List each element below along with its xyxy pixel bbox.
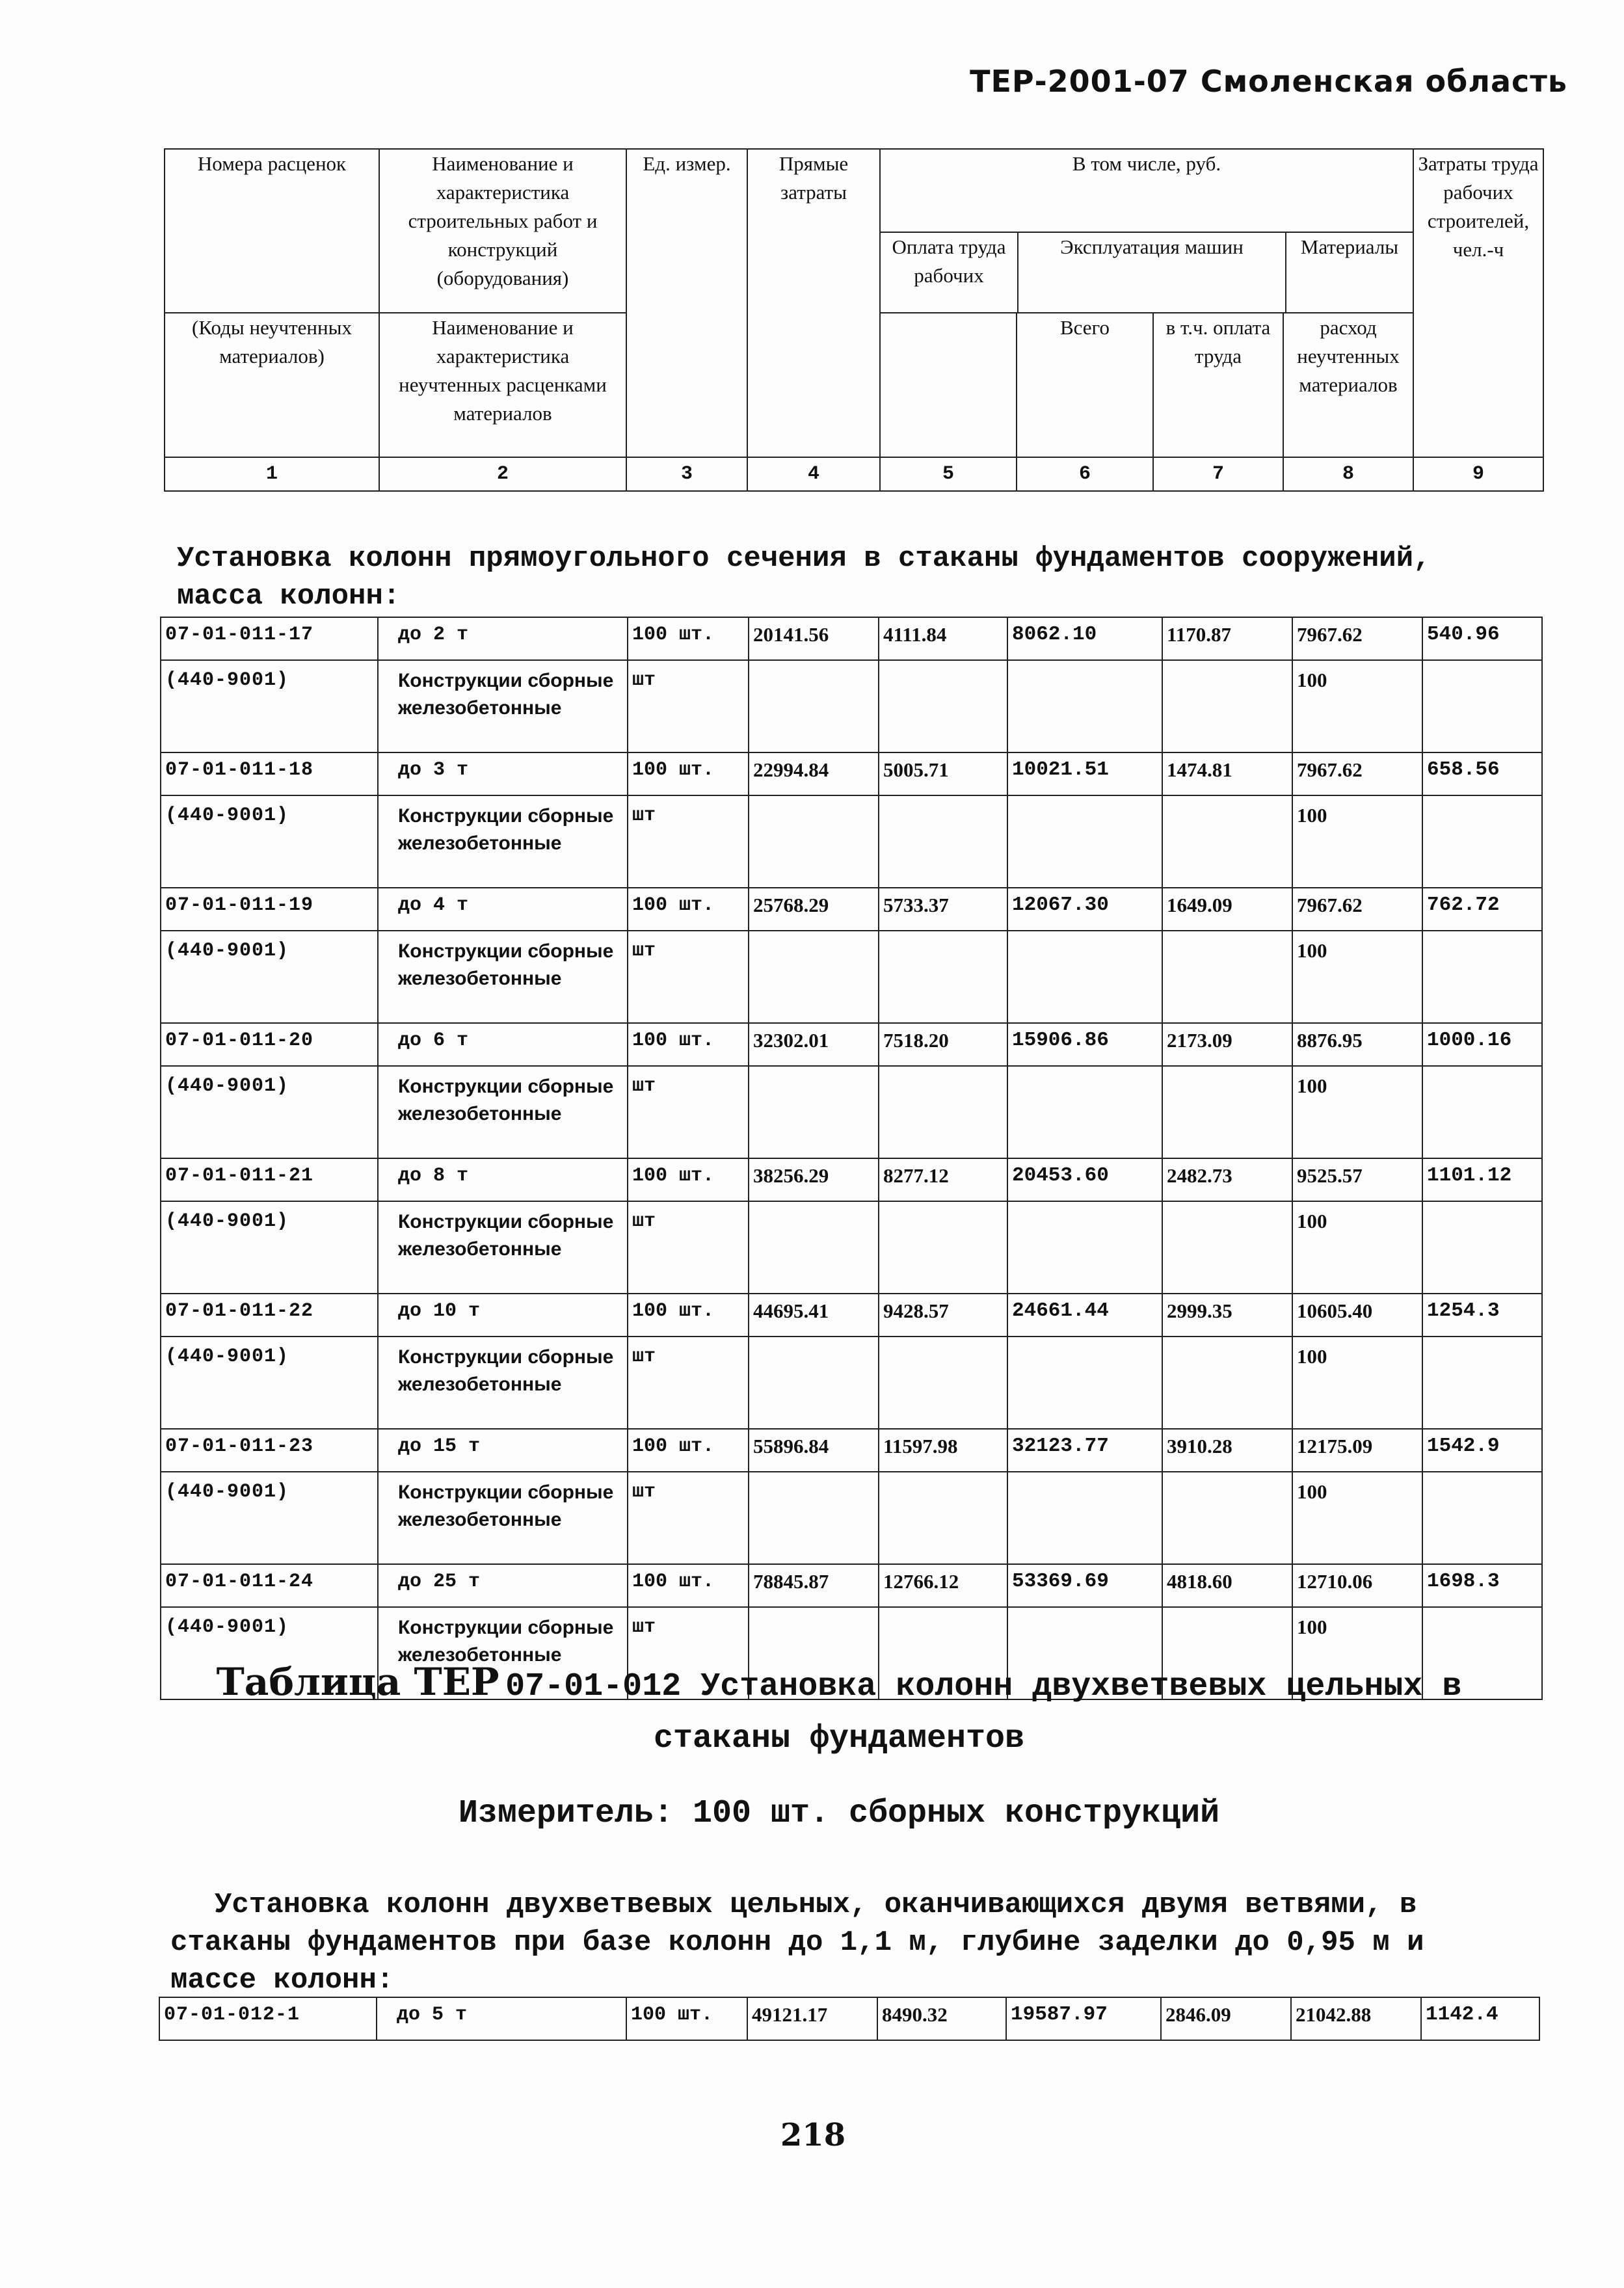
rate-machines: 10021.51 bbox=[1007, 752, 1162, 795]
rate-direct: 55896.84 bbox=[749, 1429, 879, 1472]
page-number: 218 bbox=[780, 2117, 846, 2153]
rate-pay: 5005.71 bbox=[879, 752, 1007, 795]
header-num-5: 5 bbox=[880, 457, 1017, 491]
table-row bbox=[161, 1429, 1542, 1472]
material-unit: шт bbox=[628, 1472, 749, 1564]
material-machine-pay bbox=[1162, 1201, 1292, 1294]
rate-labor: 1542.9 bbox=[1422, 1429, 1542, 1472]
material-row bbox=[161, 795, 1542, 888]
rate-name: до 8 т bbox=[378, 1158, 628, 1201]
material-labor bbox=[1422, 931, 1542, 1023]
rate-pay: 4111.84 bbox=[879, 617, 1007, 660]
material-pay bbox=[879, 931, 1007, 1023]
rate-unit: 100 шт. bbox=[628, 888, 749, 931]
rate-materials: 21042.88 bbox=[1291, 1997, 1421, 2040]
material-direct bbox=[749, 1337, 879, 1429]
material-code: (440-9001) bbox=[161, 1066, 378, 1158]
running-header: ТЕР-2001-07 Смоленская область bbox=[970, 64, 1567, 99]
section-title: Установка колонн прямоугольного сечения в стаканы фундаментов сооружений, масса колонн: bbox=[177, 542, 1431, 613]
material-machines bbox=[1007, 1066, 1162, 1158]
header-num-8: 8 bbox=[1283, 457, 1413, 491]
rate-pay: 8277.12 bbox=[879, 1158, 1007, 1201]
material-unit: шт bbox=[628, 795, 749, 888]
material-row bbox=[161, 931, 1542, 1023]
rate-direct: 32302.01 bbox=[749, 1023, 879, 1066]
material-code: (440-9001) bbox=[161, 1337, 378, 1429]
table-row bbox=[161, 617, 1542, 660]
material-labor bbox=[1422, 795, 1542, 888]
rate-machine-pay: 1170.87 bbox=[1162, 617, 1292, 660]
material-machine-pay bbox=[1162, 1066, 1292, 1158]
rate-direct: 20141.56 bbox=[749, 617, 879, 660]
table-row bbox=[161, 1023, 1542, 1066]
rate-unit: 100 шт. bbox=[628, 1023, 749, 1066]
material-machines bbox=[1007, 1201, 1162, 1294]
material-name: Конструкции сборные железобетонные bbox=[378, 1066, 628, 1158]
material-machine-pay bbox=[1162, 1337, 1292, 1429]
rate-direct: 22994.84 bbox=[749, 752, 879, 795]
header-col2-top: Наименование и характеристика строительных работ и конструкций (оборудования) bbox=[379, 149, 626, 313]
rate-name: до 3 т bbox=[378, 752, 628, 795]
rate-direct: 78845.87 bbox=[749, 1564, 879, 1607]
material-machine-pay bbox=[1162, 1472, 1292, 1564]
rate-pay: 9428.57 bbox=[879, 1294, 1007, 1337]
rate-direct: 25768.29 bbox=[749, 888, 879, 931]
material-labor bbox=[1422, 1472, 1542, 1564]
rate-machine-pay: 1474.81 bbox=[1162, 752, 1292, 795]
rate-code: 07-01-011-18 bbox=[161, 752, 378, 795]
rate-code: 07-01-011-19 bbox=[161, 888, 378, 931]
material-unit: шт bbox=[628, 1066, 749, 1158]
material-direct bbox=[749, 660, 879, 752]
material-labor bbox=[1422, 1337, 1542, 1429]
rate-pay: 12766.12 bbox=[879, 1564, 1007, 1607]
material-pay bbox=[879, 1337, 1007, 1429]
header-direct-costs: Прямые затраты bbox=[747, 149, 880, 457]
material-pay bbox=[879, 795, 1007, 888]
material-qty: 100 bbox=[1292, 795, 1422, 888]
table-row bbox=[161, 1294, 1542, 1337]
measure-unit: Измеритель: 100 шт. сборных конструкций bbox=[458, 1795, 1220, 1832]
material-unit: шт bbox=[628, 1337, 749, 1429]
rates-table-2 bbox=[159, 1997, 1540, 2041]
rate-labor: 762.72 bbox=[1422, 888, 1542, 931]
material-name: Конструкции сборные железобетонные bbox=[378, 1337, 628, 1429]
rate-machine-pay: 4818.60 bbox=[1162, 1564, 1292, 1607]
material-machines bbox=[1007, 1472, 1162, 1564]
material-pay bbox=[879, 1066, 1007, 1158]
material-pay bbox=[879, 1201, 1007, 1294]
header-labor: Затраты труда рабочих строителей, чел.-ч bbox=[1413, 149, 1543, 457]
table-title bbox=[195, 1658, 1483, 1768]
table-row bbox=[161, 1564, 1542, 1607]
material-name: Конструкции сборные железобетонные bbox=[378, 1472, 628, 1564]
column-header-table bbox=[164, 148, 1544, 492]
rate-name: до 4 т bbox=[378, 888, 628, 931]
rate-labor: 1101.12 bbox=[1422, 1158, 1542, 1201]
rate-machines: 20453.60 bbox=[1007, 1158, 1162, 1201]
rate-materials: 7967.62 bbox=[1292, 752, 1422, 795]
rate-unit: 100 шт. bbox=[628, 1429, 749, 1472]
header-pay-cont bbox=[880, 313, 1017, 457]
rate-machine-pay: 2482.73 bbox=[1162, 1158, 1292, 1201]
material-name: Конструкции сборные железобетонные bbox=[378, 931, 628, 1023]
table-row bbox=[161, 1158, 1542, 1201]
rate-unit: 100 шт. bbox=[628, 1564, 749, 1607]
material-unit: шт bbox=[628, 1201, 749, 1294]
rate-machine-pay: 2846.09 bbox=[1161, 1997, 1291, 2040]
header-machines: Эксплуатация машин bbox=[1018, 233, 1286, 312]
material-pay bbox=[879, 1472, 1007, 1564]
header-num-3: 3 bbox=[626, 457, 747, 491]
rate-pay: 5733.37 bbox=[879, 888, 1007, 931]
material-code: (440-9001) bbox=[161, 1201, 378, 1294]
rate-name: до 2 т bbox=[378, 617, 628, 660]
table-title-rest: 07-01-012 Установка колонн двухветвевых цельных в стаканы фундаментов bbox=[505, 1668, 1462, 1757]
rate-materials: 10605.40 bbox=[1292, 1294, 1422, 1337]
header-col1-top: Номера расценок bbox=[165, 149, 379, 313]
rate-direct: 44695.41 bbox=[749, 1294, 879, 1337]
material-row bbox=[161, 1201, 1542, 1294]
rate-name: до 5 т bbox=[377, 1997, 626, 2040]
rate-labor: 658.56 bbox=[1422, 752, 1542, 795]
rate-code: 07-01-011-20 bbox=[161, 1023, 378, 1066]
material-qty: 100 bbox=[1292, 660, 1422, 752]
table-title-lead: Таблица ТЕР bbox=[216, 1660, 499, 1704]
section-paragraph: Установка колонн двухветвевых цельных, оканчивающихся двумя ветвями, в стаканы фундаментов при базе колонн до 1,1 м, глубине заделки до 0,95 м и массе колонн: bbox=[170, 1889, 1424, 1997]
rate-machines: 32123.77 bbox=[1007, 1429, 1162, 1472]
material-qty: 100 bbox=[1292, 1201, 1422, 1294]
rate-unit: 100 шт. bbox=[628, 1294, 749, 1337]
material-qty: 100 bbox=[1292, 931, 1422, 1023]
material-pay bbox=[879, 660, 1007, 752]
rate-name: до 6 т bbox=[378, 1023, 628, 1066]
header-group bbox=[880, 149, 1413, 313]
material-code: (440-9001) bbox=[161, 931, 378, 1023]
rate-labor: 1142.4 bbox=[1421, 1997, 1539, 2040]
header-num-9: 9 bbox=[1413, 457, 1543, 491]
rate-pay: 8490.32 bbox=[877, 1997, 1006, 2040]
rate-code: 07-01-011-17 bbox=[161, 617, 378, 660]
material-labor bbox=[1422, 1201, 1542, 1294]
rate-pay: 11597.98 bbox=[879, 1429, 1007, 1472]
rate-code: 07-01-011-21 bbox=[161, 1158, 378, 1201]
table-row bbox=[159, 1997, 1539, 2040]
header-unit: Ед. измер. bbox=[626, 149, 747, 457]
rate-labor: 1698.3 bbox=[1422, 1564, 1542, 1607]
header-num-4: 4 bbox=[747, 457, 880, 491]
rate-materials: 7967.62 bbox=[1292, 617, 1422, 660]
rate-materials: 7967.62 bbox=[1292, 888, 1422, 931]
material-machine-pay bbox=[1162, 795, 1292, 888]
rate-labor: 1254.3 bbox=[1422, 1294, 1542, 1337]
material-labor bbox=[1422, 1066, 1542, 1158]
material-machines bbox=[1007, 931, 1162, 1023]
rate-labor: 540.96 bbox=[1422, 617, 1542, 660]
rate-name: до 10 т bbox=[378, 1294, 628, 1337]
material-machines bbox=[1007, 660, 1162, 752]
rate-machine-pay: 2999.35 bbox=[1162, 1294, 1292, 1337]
rate-unit: 100 шт. bbox=[628, 617, 749, 660]
header-num-6: 6 bbox=[1017, 457, 1153, 491]
material-qty: 100 bbox=[1292, 1472, 1422, 1564]
rate-labor: 1000.16 bbox=[1422, 1023, 1542, 1066]
rate-materials: 9525.57 bbox=[1292, 1158, 1422, 1201]
rate-name: до 25 т bbox=[378, 1564, 628, 1607]
material-direct bbox=[749, 1472, 879, 1564]
table-row bbox=[161, 888, 1542, 931]
material-code: (440-9001) bbox=[161, 795, 378, 888]
rate-machines: 19587.97 bbox=[1006, 1997, 1161, 2040]
rate-code: 07-01-011-23 bbox=[161, 1429, 378, 1472]
rate-machines: 12067.30 bbox=[1007, 888, 1162, 931]
table-row bbox=[161, 752, 1542, 795]
header-col1-bottom: (Коды неучтенных материалов) bbox=[165, 313, 379, 457]
rate-materials: 12175.09 bbox=[1292, 1429, 1422, 1472]
material-name: Конструкции сборные железобетонные bbox=[378, 1201, 628, 1294]
material-unit: шт bbox=[628, 1607, 749, 1699]
rate-direct: 49121.17 bbox=[747, 1997, 877, 2040]
header-num-2: 2 bbox=[379, 457, 626, 491]
header-group-title: В том числе, руб. bbox=[881, 150, 1413, 233]
material-direct bbox=[749, 795, 879, 888]
rate-machine-pay: 1649.09 bbox=[1162, 888, 1292, 931]
material-direct bbox=[749, 1066, 879, 1158]
material-machine-pay bbox=[1162, 660, 1292, 752]
material-code: (440-9001) bbox=[161, 1607, 378, 1699]
material-code: (440-9001) bbox=[161, 1472, 378, 1564]
material-name: Конструкции сборные железобетонные bbox=[378, 660, 628, 752]
material-name: Конструкции сборные железобетонные bbox=[378, 1607, 628, 1699]
header-materials: Материалы bbox=[1300, 235, 1399, 258]
rate-machine-pay: 2173.09 bbox=[1162, 1023, 1292, 1066]
header-pay: Оплата труда рабочих bbox=[881, 233, 1018, 312]
rate-machines: 15906.86 bbox=[1007, 1023, 1162, 1066]
material-unit: шт bbox=[628, 660, 749, 752]
header-unaccounted-materials: расход неучтенных материалов bbox=[1283, 313, 1413, 457]
material-row bbox=[161, 660, 1542, 752]
material-qty: 100 bbox=[1292, 1337, 1422, 1429]
rates-table bbox=[160, 617, 1543, 1700]
header-num-1: 1 bbox=[165, 457, 379, 491]
rate-pay: 7518.20 bbox=[879, 1023, 1007, 1066]
material-row bbox=[161, 1066, 1542, 1158]
rate-code: 07-01-011-24 bbox=[161, 1564, 378, 1607]
material-labor bbox=[1422, 660, 1542, 752]
rate-materials: 12710.06 bbox=[1292, 1564, 1422, 1607]
material-machines bbox=[1007, 1337, 1162, 1429]
material-code: (440-9001) bbox=[161, 660, 378, 752]
material-machines bbox=[1007, 795, 1162, 888]
rate-code: 07-01-012-1 bbox=[159, 1997, 377, 2040]
rate-code: 07-01-011-22 bbox=[161, 1294, 378, 1337]
header-num-7: 7 bbox=[1153, 457, 1283, 491]
header-incl-pay: в т.ч. оплата труда bbox=[1153, 313, 1283, 457]
rate-unit: 100 шт. bbox=[628, 1158, 749, 1201]
rate-name: до 15 т bbox=[378, 1429, 628, 1472]
header-total: Всего bbox=[1017, 313, 1153, 457]
material-qty: 100 bbox=[1292, 1066, 1422, 1158]
material-machine-pay bbox=[1162, 931, 1292, 1023]
material-direct bbox=[749, 931, 879, 1023]
rate-machines: 24661.44 bbox=[1007, 1294, 1162, 1337]
rate-unit: 100 шт. bbox=[626, 1997, 747, 2040]
rate-machines: 8062.10 bbox=[1007, 617, 1162, 660]
material-unit: шт bbox=[628, 931, 749, 1023]
material-name: Конструкции сборные железобетонные bbox=[378, 795, 628, 888]
material-row bbox=[161, 1472, 1542, 1564]
material-qty: 100 bbox=[1292, 1607, 1422, 1699]
rate-unit: 100 шт. bbox=[628, 752, 749, 795]
header-col2-bottom: Наименование и характеристика неучтенных расценками материалов bbox=[379, 313, 626, 457]
rate-machine-pay: 3910.28 bbox=[1162, 1429, 1292, 1472]
rate-materials: 8876.95 bbox=[1292, 1023, 1422, 1066]
rate-machines: 53369.69 bbox=[1007, 1564, 1162, 1607]
material-row bbox=[161, 1337, 1542, 1429]
material-direct bbox=[749, 1201, 879, 1294]
rate-direct: 38256.29 bbox=[749, 1158, 879, 1201]
